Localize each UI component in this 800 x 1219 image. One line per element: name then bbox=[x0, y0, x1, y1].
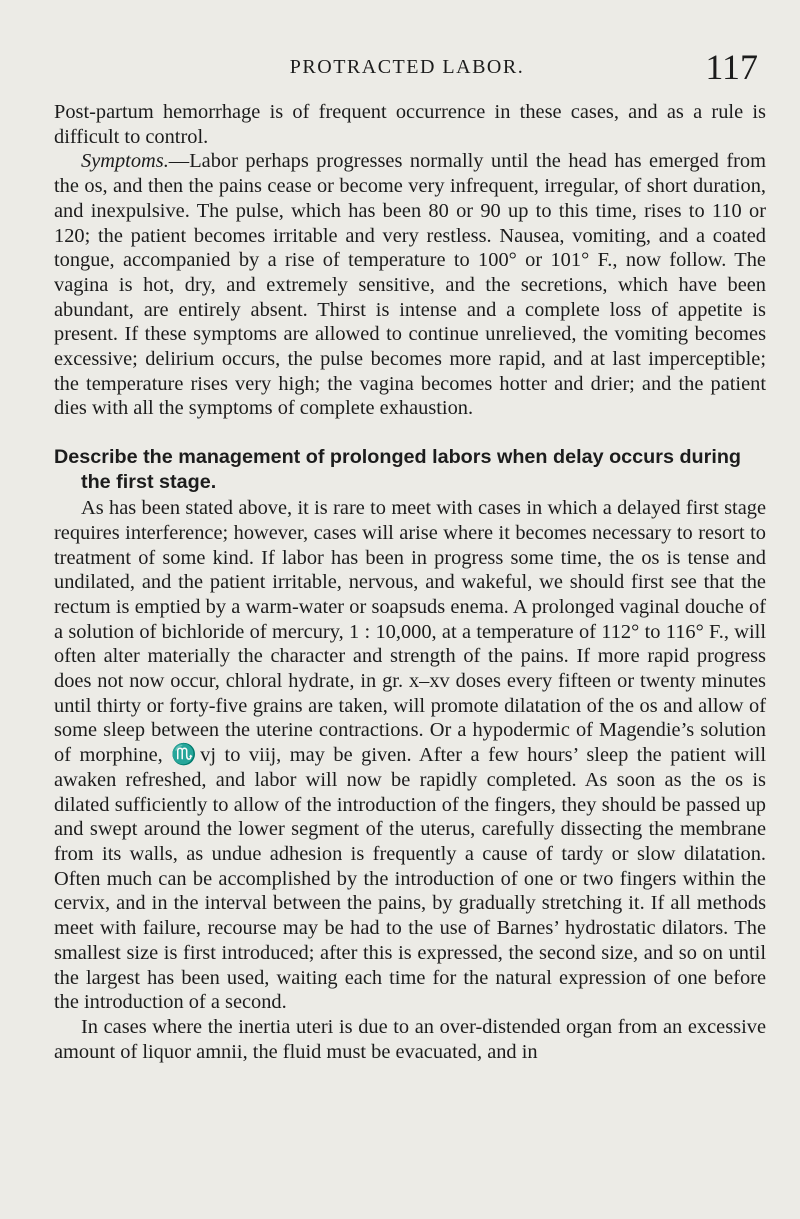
symptoms-text: —Labor perhaps progresses normally until the head has emerged from the os, and then the pains cease or become very infrequent, irregular, of short duration, and inexpulsive. The pulse, which has been 80 or 90 up to this time, rises to 110 or 120; the patient becomes irritable and very restless. Nausea, vomiting, and a coated tongue, accompanied by a rise of temperature to 100° or 101° F., now follow. The vagina is hot, dry, and extremely sensitive, and the secretions, which have been abundant, are entirely absent. Thirst is intense and a complete loss of appetite is present. If these symptoms are allowed to continue unrelieved, the vomiting becomes excessive; delirium occurs, the pulse becomes more rapid, and at last imperceptible; the temperature rises very high; the vagina becomes hotter and drier; and the patient dies with all the symptoms of complete exhaustion. bbox=[54, 150, 766, 420]
running-title: PROTRACTED LABOR. bbox=[289, 56, 525, 78]
page-number: 117 bbox=[705, 47, 758, 87]
paragraph-symptoms bbox=[54, 149, 766, 421]
paragraph-hemorrhage: Post-partum hemorrhage is of frequent occurrence in these cases, and as a rule is difficult to control. bbox=[54, 101, 766, 148]
question-heading: Describe the management of prolonged labors when delay occurs during the first stage. bbox=[54, 446, 741, 493]
body-text bbox=[54, 100, 766, 1064]
paragraph-inertia-uteri: In cases where the inertia uteri is due to an over-distended organ from an excessive amount of liquor amnii, the fluid must be evacuated, and in bbox=[54, 1015, 766, 1063]
running-head bbox=[54, 44, 760, 87]
paragraph-management: As has been stated above, it is rare to meet with cases in which a delayed first stage requires interference; however, cases will arise where it becomes necessary to resort to treatment of some kind. If labor has been in progress some time, the os is tense and undilated, and the patient irritable, nervous, and wakeful, we should first see that the rectum is emptied by a warm-water or soapsuds enema. A prolonged vaginal douche of a solution of bichloride of mercury, 1 : 10,000, at a temperature of 112° to 116° F., will often alter materially the character and strength of the pains. If more rapid progress does not now occur, chloral hydrate, in gr. x–xv doses every fifteen or twenty minutes until thirty or forty-five grains are taken, will promote dilatation of the os and allow of some sleep between the uterine contractions. Or a hypodermic of Magendie’s solution of morphine, ♏vj to viij, may be given. After a few hours’ sleep the patient will awaken refreshed, and labor will now be rapidly completed. As soon as the os is dilated sufficiently to allow of the introduction of the fingers, they should be passed up and swept around the lower segment of the uterus, carefully dissecting the membrane from its walls, as undue adhesion is frequently a cause of tardy or slow dilatation. Often much can be accomplished by the introduction of one or two fingers within the cervix, and in the interval between the pains, by gradually stretching it. If all methods meet with failure, recourse may be had to the use of Barnes’ hydrostatic dilators. The smallest size is first introduced; after this is expressed, the second size, and so on until the largest has been used, waiting each time for the natural expression of one before the introduction of a second. bbox=[54, 497, 766, 1014]
symptoms-heading: Symptoms. bbox=[81, 150, 169, 173]
